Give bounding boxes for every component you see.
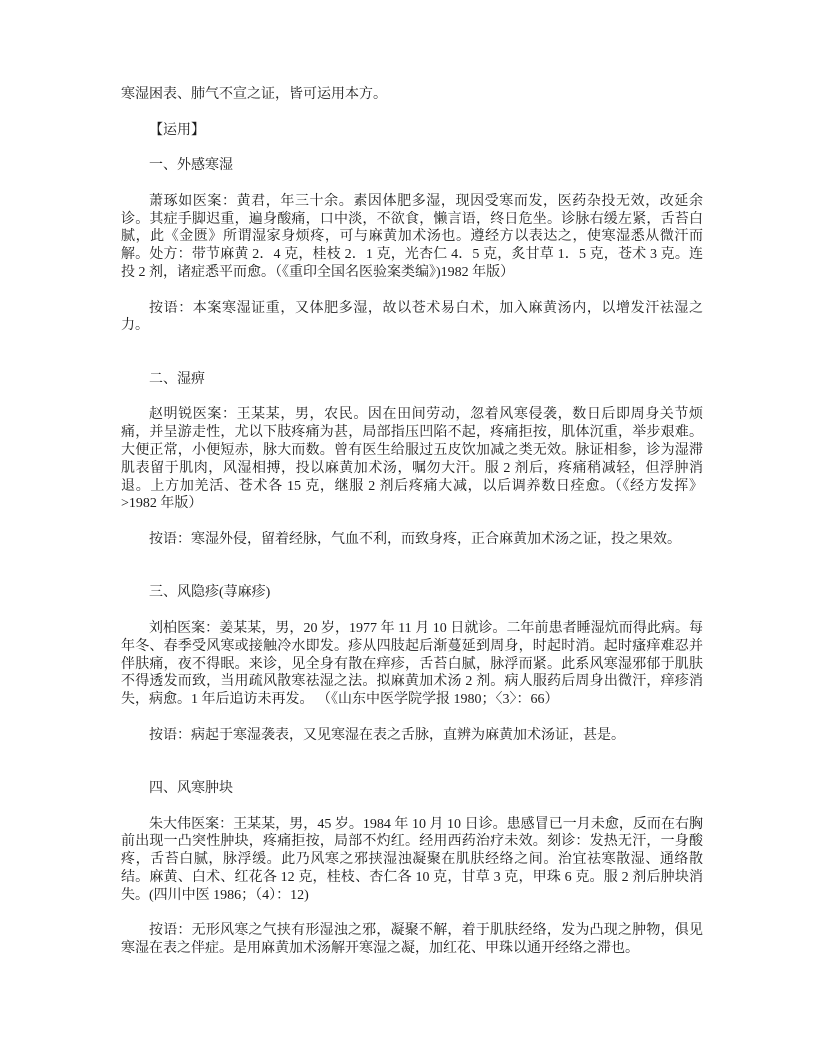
- section-4-title: 四、风寒肿块: [149, 781, 233, 797]
- section-2-note-paragraph: 按语：寒湿外侵，留着经脉，气血不利，而致身疼，正合麻黄加术汤之证，投之果效。: [149, 531, 681, 547]
- section-3-case-paragraph: 刘柏医案：姜某某，男，20 岁，1977 年 11 月 10 日就诊。二年前患者睡湿炕而得此病。每年冬、春季受风寒或接触冷水即发。疹从四肢起后渐蔓延到周身，时起时消。起时瘙痒难忍并伴肤痛，夜不得眠。来诊，见全身有散在痒疹，舌苔白腻，脉浮而紧。此系风寒湿邪郁于肌肤不得透发而致，当用疏风散寒祛湿之法。拟麻黄加术汤 2 剂。病人服药后周身出微汗，痒疹消失，病愈。1 年后追访未再发。 （《山东中医学院学报 1980；〈3〉：66）: [121, 620, 703, 708]
- intro-paragraph: 寒湿困表、肺气不宣之证，皆可运用本方。: [121, 87, 387, 102]
- usage-header: 【运用】: [149, 122, 205, 138]
- section-2-case-paragraph: 赵明锐医案：王某某，男，农民。因在田间劳动，忽着风寒侵袭，数日后即周身关节烦痛，并呈游走性，尤以下肢疼痛为甚，局部指压凹陷不起，疼痛拒按，肌体沉重，举步艰难。大便正常，小便短赤，脉大而数。曾有医生给服过五皮饮加减之类无效。脉证相参，诊为湿滞肌表留于肌肉，风湿相搏，投以麻黄加术汤，嘱勿大汗。服 2 剂后，疼痛稍减轻，但浮肿消退。上方加羌活、苍术各 15 克，继服 2 剂后疼痛大减，以后调养数日痊愈。（《经方发挥》>1982 年版）: [121, 407, 703, 512]
- section-2-title: 二、湿痹: [149, 371, 205, 387]
- document-content: [121, 86, 703, 958]
- section-1-case-paragraph: 萧琢如医案：黄君，年三十余。素因体肥多湿，现因受寒而发，医药杂投无效，改延余诊。其症手脚迟重，遍身酸痛，口中淡，不欲食，懒言语，终日危坐。诊脉右缓左紧，舌苔白腻，此《金匮》所谓湿家身烦疼，可与麻黄加术汤也。遵经方以表达之，使寒湿悉从微汗而解。处方：带节麻黄 2．4 克，桂枝 2．1 克，光杏仁 4．5 克，炙甘草 1．5 克，苍术 3 克。连投 2 剂，诸症悉平而愈。（《重印全国名医验案类编》)1982 年版）: [121, 193, 703, 280]
- section-3-note-paragraph: 按语：病起于寒湿袭表，又见寒湿在表之舌脉，直辨为麻黄加术汤证，甚是。: [149, 727, 625, 743]
- section-3-title: 三、风隐疹(荨麻疹): [149, 585, 271, 601]
- section-4-note-paragraph: 按语：无形风寒之气挟有形湿浊之邪，凝聚不解，着于肌肤经络，发为凸现之肿物，俱见寒湿在表之伴症。是用麻黄加术汤解开寒湿之凝，加红花、甲珠以通开经络之滞也。: [121, 923, 703, 957]
- section-1-title: 一、外感寒湿: [149, 158, 233, 174]
- section-1-note-paragraph: 按语：本案寒湿证重，又体肥多湿，故以苍术易白术，加入麻黄汤内，以增发汗祛湿之力。: [121, 300, 703, 334]
- section-4-case-paragraph: 朱大伟医案：王某某，男，45 岁。1984 年 10 月 10 日诊。患感冒已一月未愈，反而在右胸前出现一凸突性肿块，疼痛拒按，局部不灼红。经用西药治疗未效。刻诊：发热无汗，一身酸疼，舌苔白腻，脉浮缓。此乃风寒之邪挟湿浊凝聚在肌肤经络之间。治宜祛寒散湿、通络散结。麻黄、白术、红花各 12 克，桂枝、杏仁各 10 克，甘草 3 克，甲珠 6 克。服 2 剂后肿块消失。(四川中医 1986；（4）：12): [121, 816, 703, 903]
